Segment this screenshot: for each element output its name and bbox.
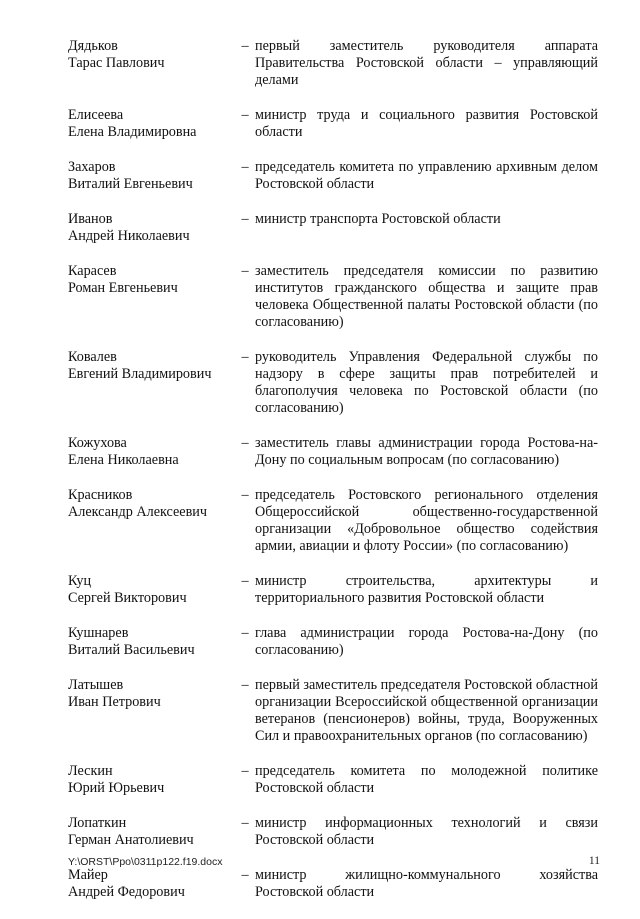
dash-separator: – — [241, 867, 249, 883]
list-item — [68, 677, 598, 745]
list-item — [68, 159, 598, 193]
member-position: министр строительства, архитектуры и территориального развития Ростовской области — [255, 573, 598, 606]
member-surname: Лопаткин — [68, 815, 127, 831]
member-position: председатель комитета по молодежной политике Ростовской области — [255, 763, 598, 796]
member-name — [68, 677, 236, 711]
member-position: министр транспорта Ростовской области — [255, 211, 501, 227]
member-name — [68, 815, 236, 849]
dash-separator: – — [241, 763, 249, 779]
member-position: первый заместитель руководителя аппарата Правительства Ростовской области – управляющий делами — [255, 38, 598, 88]
member-position: министр труда и социального развития Ростовской области — [255, 107, 598, 140]
member-position: руководитель Управления Федеральной службы по надзору в сфере защиты прав потребителей и благополучия человека по Ростовской области (по согласованию) — [255, 349, 598, 416]
dash-separator: – — [241, 435, 249, 451]
member-surname: Красников — [68, 487, 133, 503]
list-item — [68, 815, 598, 849]
member-surname: Майер — [68, 867, 108, 883]
dash-separator: – — [241, 211, 249, 227]
member-given-name: Роман Евгеньевич — [68, 280, 178, 296]
page-number: 11 — [588, 855, 600, 867]
member-position: заместитель председателя комиссии по развитию институтов гражданского общества и защите прав человека Общественной палаты Ростовской области (по согласованию) — [255, 263, 598, 330]
member-surname: Куц — [68, 573, 92, 589]
member-given-name: Тарас Павлович — [68, 55, 165, 71]
dash-separator: – — [241, 159, 249, 175]
member-list — [68, 38, 598, 919]
member-given-name: Виталий Евгеньевич — [68, 176, 193, 192]
member-name — [68, 625, 236, 659]
member-surname: Латышев — [68, 677, 124, 693]
dash-separator: – — [241, 677, 249, 693]
member-name — [68, 107, 236, 141]
member-position: председатель комитета по управлению архивным делом Ростовской области — [255, 159, 598, 192]
member-surname: Дядьков — [68, 38, 118, 54]
list-item — [68, 867, 598, 901]
list-item — [68, 38, 598, 89]
list-item — [68, 435, 598, 469]
member-position: министр жилищно-коммунального хозяйства Ростовской области — [255, 867, 598, 900]
file-path-footer: Y:\ORST\Ppo\0311p122.f19.docx — [68, 856, 223, 868]
member-given-name: Александр Алексеевич — [68, 504, 208, 520]
member-given-name: Герман Анатолиевич — [68, 832, 194, 848]
dash-separator: – — [241, 625, 249, 641]
member-surname: Кушнарев — [68, 625, 129, 641]
member-position: министр информационных технологий и связи Ростовской области — [255, 815, 598, 848]
member-given-name: Юрий Юрьевич — [68, 780, 165, 796]
dash-separator: – — [241, 487, 249, 503]
member-given-name: Сергей Викторович — [68, 590, 187, 606]
member-given-name: Евгений Владимирович — [68, 366, 212, 382]
member-surname: Елисеева — [68, 107, 124, 123]
list-item — [68, 263, 598, 331]
member-name — [68, 763, 236, 797]
list-item — [68, 487, 598, 555]
member-surname: Лескин — [68, 763, 113, 779]
dash-separator: – — [241, 573, 249, 589]
member-name — [68, 349, 236, 383]
member-name — [68, 435, 236, 469]
member-name — [68, 38, 236, 72]
list-item — [68, 349, 598, 417]
member-surname: Захаров — [68, 159, 116, 175]
member-given-name: Елена Владимировна — [68, 124, 197, 140]
member-name — [68, 573, 236, 607]
member-given-name: Елена Николаевна — [68, 452, 179, 468]
member-position: заместитель главы администрации города Ростова-на-Дону по социальным вопросам (по согласованию) — [255, 435, 598, 468]
member-surname: Карасев — [68, 263, 117, 279]
member-name — [68, 867, 236, 901]
member-surname: Кожухова — [68, 435, 127, 451]
member-name — [68, 159, 236, 193]
member-given-name: Виталий Васильевич — [68, 642, 195, 658]
member-given-name: Андрей Федорович — [68, 884, 185, 900]
member-name — [68, 487, 236, 521]
dash-separator: – — [241, 815, 249, 831]
list-item — [68, 107, 598, 141]
member-surname: Ковалев — [68, 349, 117, 365]
member-given-name: Андрей Николаевич — [68, 228, 190, 244]
member-given-name: Иван Петрович — [68, 694, 161, 710]
dash-separator: – — [241, 349, 249, 365]
dash-separator: – — [241, 38, 249, 54]
list-item — [68, 211, 598, 245]
member-surname: Иванов — [68, 211, 113, 227]
member-name — [68, 211, 236, 245]
list-item — [68, 625, 598, 659]
member-position: глава администрации города Ростова-на-Дону (по согласованию) — [255, 625, 598, 658]
member-position: первый заместитель председателя Ростовской областной организации Всероссийской общественной организации ветеранов (пенсионеров) войны, труда, Вооруженных Сил и правоохранительных органов (по согласованию) — [255, 677, 598, 744]
member-position: председатель Ростовского регионального отделения Общероссийской общественно-государственной организации «Добровольное общество содействия армии, авиации и флоту России» (по согласованию) — [255, 487, 598, 554]
dash-separator: – — [241, 263, 249, 279]
list-item — [68, 573, 598, 607]
list-item — [68, 763, 598, 797]
dash-separator: – — [241, 107, 249, 123]
member-name — [68, 263, 236, 297]
